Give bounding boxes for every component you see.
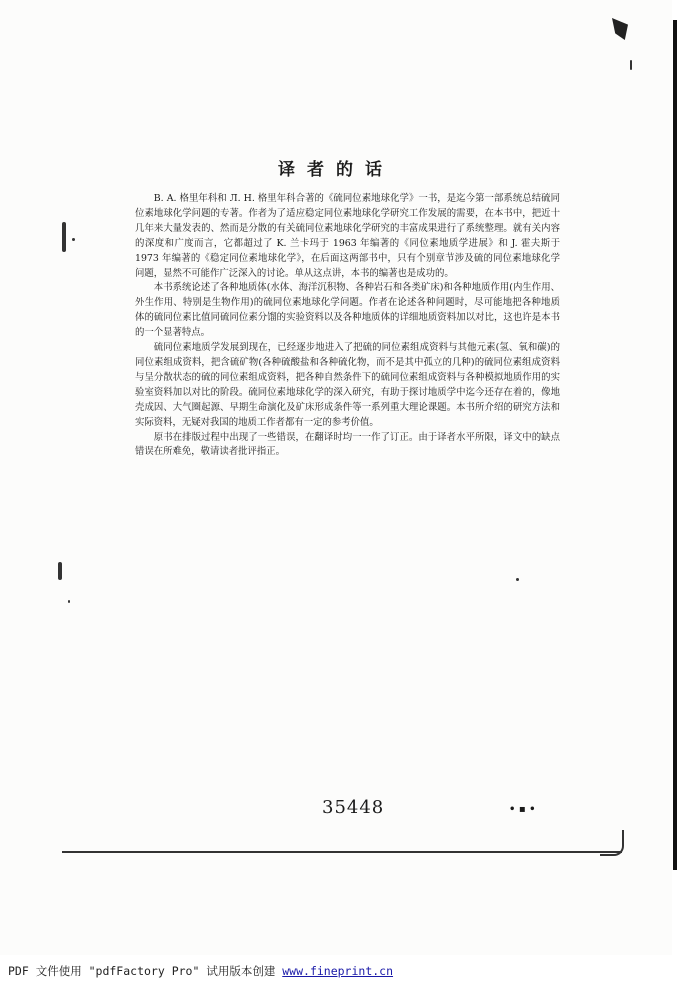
scan-speck <box>58 562 62 580</box>
scan-speck <box>62 222 66 252</box>
scan-speck <box>68 600 70 603</box>
pdf-footer <box>8 963 393 979</box>
preface-body <box>135 192 560 460</box>
scan-speck <box>72 238 75 241</box>
stamp-marks: • ▪ • <box>509 804 536 815</box>
stamp-number: 35448 <box>322 797 385 818</box>
scan-right-border <box>673 20 677 870</box>
scan-speck <box>630 60 632 70</box>
page-bottom-edge <box>62 851 622 853</box>
corner-scan-mark <box>612 18 628 40</box>
paragraph-2: 本书系统论述了各种地质体(水体、海洋沉积物、各种岩石和各类矿床)和各种地质作用(内生作用、外生作用、特别是生物作用)的硫同位素地球化学问题。作者在论述各种问题时，尽可能地把各种地质体的硫同位素比值同硫同位素分馏的实验资料以及各种地质体的详细地质资料加以对比，这也许是本书的一个显著特点。 <box>135 282 560 339</box>
page-title: 译者的话 <box>278 160 394 180</box>
paragraph-3: 硫同位素地质学发展到现在，已经逐步地进入了把硫的同位素组成资料与其他元素(氢、氧和碳)的同位素组成资料，把含硫矿物(各种硫酸盐和各种硫化物，而不是其中孤立的几种)的硫同位素组成资料与呈分散状态的硫的同位素组成资料，把各种自然条件下的硫同位素组成资料与各种模拟地质作用的实验室资料加以对比的阶段。硫同位素地球化学的深入研究，有助于探讨地质学中迄今还存在着的，像地壳成因、大气圈起源、早期生命演化及矿床形成条件等一系列重大理论课题。本书所介绍的研究方法和实际资料，无疑对我国的地质工作者都有一定的参考价值。 <box>135 342 560 428</box>
fineprint-link[interactable]: www.fineprint.cn <box>282 964 394 978</box>
paragraph-1: B. A. 格里年科和 Л. H. 格里年科合著的《硫同位素地球化学》一书，是迄今第一部系统总结硫同位素地球化学问题的专著。作者为了适应稳定同位素地球化学研究工作发展的需要，在本书中，把近十几年来大量发表的、然而是分散的有关硫同位素地球化学研究的丰富成果进行了系统整理。就有关内容的深度和广度而言，它都超过了 K. 兰卡玛于 1963 年编著的《同位素地质学进展》和 J. 霍夫斯于 1973 年编著的《稳定同位素地球化学》，在后面这两部书中，只有个别章节涉及硫的同位素地球化学问题，显然不可能作广泛深入的讨论。单从这点讲，本书的编著也是成功的。 <box>135 193 560 279</box>
scan-speck <box>516 578 519 581</box>
footer-text: PDF 文件使用 "pdfFactory Pro" 试用版本创建 <box>8 964 283 978</box>
page-corner-curl <box>600 830 624 856</box>
paragraph-4: 原书在排版过程中出现了一些错误，在翻译时均一一作了订正。由于译者水平所限，译文中的缺点错误在所难免，敬请读者批评指正。 <box>135 431 560 458</box>
